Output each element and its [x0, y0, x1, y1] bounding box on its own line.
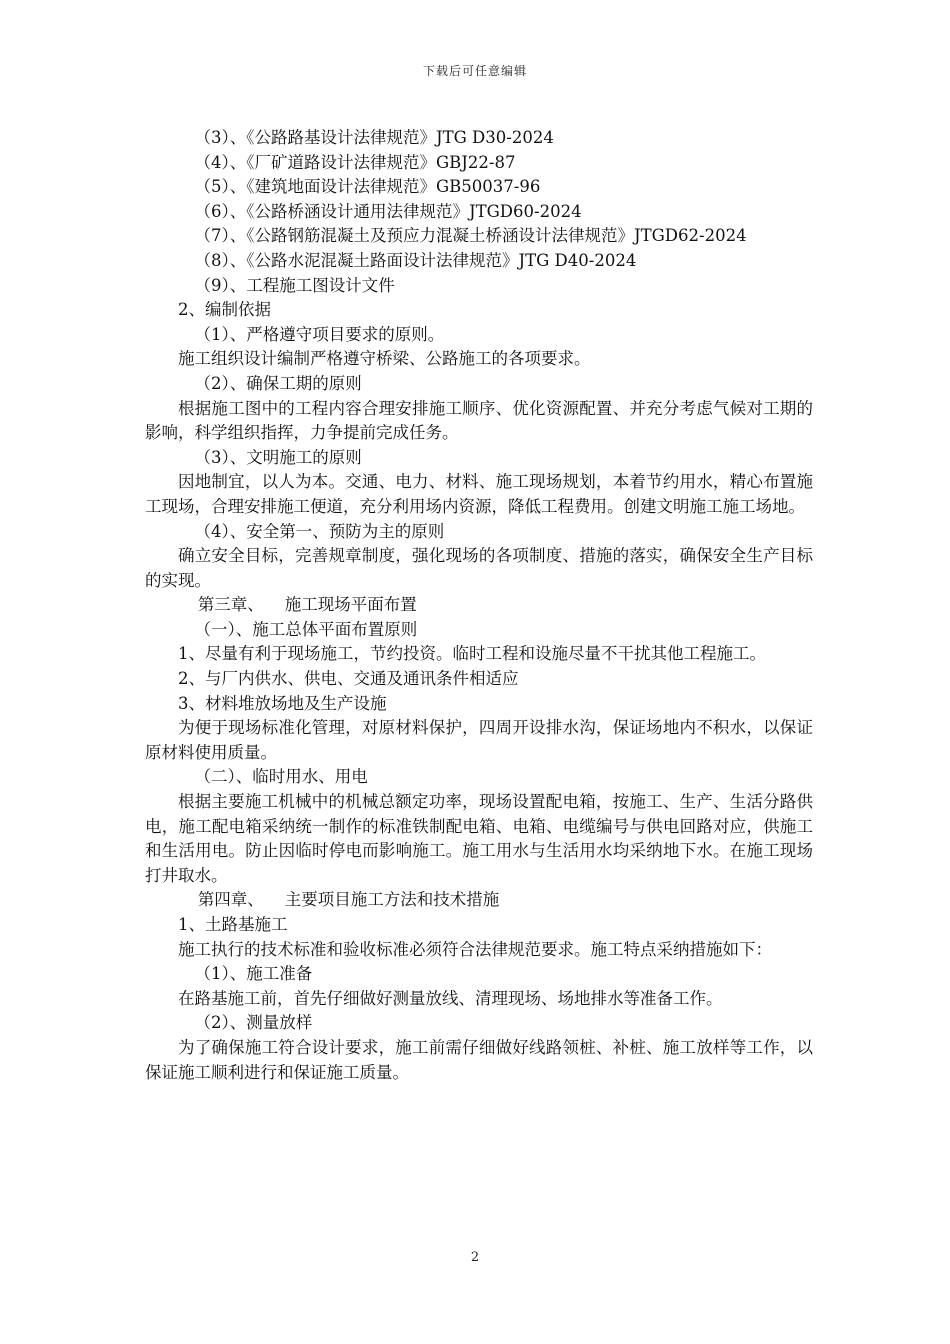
- reference-item: （5）、《建筑地面设计法律规范》GB50037-96: [194, 177, 541, 197]
- subheading: （一）、施工总体平面布置原则: [194, 619, 418, 639]
- reference-item: （3）、《公路路基设计法律规范》JTG D30-2024: [194, 128, 554, 147]
- subheading: （1）、施工准备: [194, 964, 313, 984]
- subheading: （1）、严格遵守项目要求的原则。: [194, 324, 445, 344]
- paragraph: 施工组织设计编制严格遵守桥梁、公路施工的各项要求。: [178, 349, 591, 369]
- subheading: （3）、文明施工的原则: [194, 447, 362, 467]
- paragraph: 为便于现场标准化管理，对原材料保护，四周开设排水沟，保证场地内不积水，以保证原材料使用质量。: [145, 718, 813, 762]
- reference-item: （9）、工程施工图设计文件: [194, 275, 395, 295]
- subheading: （2）、确保工期的原则: [194, 373, 362, 393]
- reference-item: （8）、《公路水泥混凝土路面设计法律规范》JTG D40-2024: [194, 250, 637, 270]
- paragraph: 在路基施工前，首先仔细做好测量放线、清理现场、场地排水等准备工作。: [178, 988, 723, 1008]
- page-header: 下载后可任意编辑: [422, 64, 527, 78]
- paragraph: 施工执行的技术标准和验收标准必须符合法律规范要求。施工特点采纳措施如下：: [178, 939, 772, 959]
- reference-item: （4）、《厂矿道路设计法律规范》GBJ22-87: [194, 152, 516, 172]
- document-body: [145, 126, 813, 1085]
- paragraph: 为了确保施工符合设计要求，施工前需仔细做好线路领桩、补桩、施工放样等工作，以保证施工顺利进行和保证施工质量。: [145, 1037, 813, 1082]
- list-item: 2、与厂内供水、供电、交通及通讯条件相适应: [178, 669, 519, 689]
- section-heading: 1、土路基施工: [178, 915, 288, 934]
- subheading: （4）、安全第一、预防为主的原则: [194, 521, 445, 541]
- paragraph: 确立安全目标，完善规章制度，强化现场的各项制度、措施的落实，确保安全生产目标的实现。: [145, 546, 813, 590]
- subheading: （二）、临时用水、用电: [194, 767, 368, 787]
- reference-item: （7）、《公路钢筋混凝土及预应力混凝土桥涵设计法律规范》JTGD62-2024: [194, 226, 747, 246]
- paragraph: 因地制宜，以人为本。交通、电力、材料、施工现场规划，本着节约用水，精心布置施工现场，合理安排施工便道，充分利用场内资源，降低工程费用。创建文明施工施工场地。: [145, 472, 813, 516]
- reference-item: （6）、《公路桥涵设计通用法律规范》JTGD60-2024: [194, 201, 582, 221]
- paragraph: 1、尽量有利于现场施工，节约投资。临时工程和设施尽量不干扰其他工程施工。: [178, 644, 766, 664]
- paragraph: 根据施工图中的工程内容合理安排施工顺序、优化资源配置、并充分考虑气候对工期的影响，科学组织指挥，力争提前完成任务。: [145, 398, 813, 443]
- page-number: 2: [470, 1250, 480, 1265]
- chapter-heading: 第三章、 施工现场平面布置: [197, 595, 417, 615]
- chapter-heading: 第四章、 主要项目施工方法和技术措施: [197, 890, 500, 910]
- subheading: （2）、测量放样: [194, 1013, 313, 1033]
- section-heading: 2、编制依据: [178, 300, 271, 320]
- paragraph: 根据主要施工机械中的机械总额定功率，现场设置配电箱，按施工、生产、生活分路供电，施工配电箱采纳统一制作的标准铁制配电箱、电箱、电缆编号与供电回路对应，供施工和生活用电。防止因临时停电而影响施工。施工用水与生活用水均采纳地下水。在施工现场打井取水。: [145, 792, 813, 885]
- list-item: 3、材料堆放场地及生产设施: [178, 693, 387, 713]
